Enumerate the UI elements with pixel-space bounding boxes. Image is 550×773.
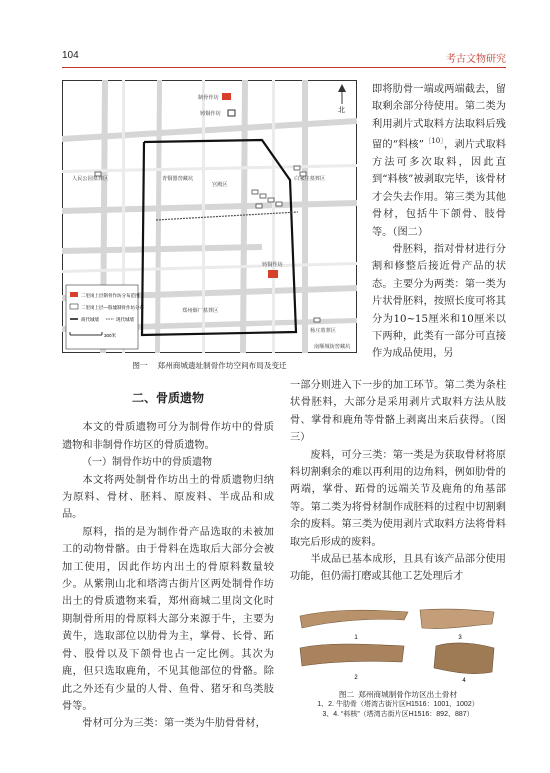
paragraph: 骨胚料，指对骨材进行分割和修整后接近骨产品的状态。主要分为两类：第一类为片状骨胚料，按照长度可将其分为10~15厘米和10厘米以下两种，此类有一部分可直接作为成品使用，另 bbox=[372, 244, 506, 360]
figure1-title: 郑州商城遗址制骨作坊空间布局及变迁 bbox=[157, 361, 287, 370]
svg-text:商代城墙: 商代城墙 bbox=[81, 317, 99, 322]
bone-workshop-marker bbox=[222, 93, 231, 100]
bone-number: 3 bbox=[458, 635, 462, 641]
figure1-caption bbox=[62, 360, 357, 371]
right-column-upper bbox=[372, 81, 506, 363]
bone-core-3 bbox=[420, 609, 494, 628]
bone-number: 4 bbox=[462, 678, 466, 684]
section-heading: 二、骨质遗物 bbox=[131, 391, 204, 405]
map-label: 南顺城街窖藏坑 bbox=[314, 344, 351, 350]
map-label: 铸铜作坊 bbox=[262, 262, 283, 268]
right-column-lower bbox=[290, 377, 506, 586]
header-rule bbox=[62, 67, 506, 68]
figure2-caption bbox=[290, 690, 506, 720]
bone-rib-1 bbox=[300, 610, 408, 628]
bone-number: 2 bbox=[354, 675, 358, 681]
figure2-title: 郑州商城制骨作坊区出土骨材 bbox=[358, 690, 458, 699]
svg-text:二里岗上层制骨作坊分布范围: 二里岗上层制骨作坊分布范围 bbox=[81, 293, 140, 298]
bone-number: 1 bbox=[354, 635, 358, 641]
site-map bbox=[62, 80, 357, 353]
north-label: 北 bbox=[338, 107, 345, 114]
footnote-ref[interactable]: 〔10〕 bbox=[423, 137, 445, 146]
map-legend bbox=[66, 285, 144, 349]
map-label: 铸铜作坊 bbox=[200, 111, 221, 117]
map-label: 宫殿区 bbox=[212, 182, 228, 188]
left-column bbox=[62, 386, 274, 733]
bone-workshop-marker-south bbox=[268, 270, 278, 278]
map-label: 制骨作坊 bbox=[198, 95, 219, 101]
map-label: 人民公园墓葬区 bbox=[72, 176, 109, 182]
svg-text:二里岗上层—殷墟制骨作坊分布: 二里岗上层—殷墟制骨作坊分布 bbox=[81, 305, 144, 310]
figure1-label: 图一 bbox=[132, 361, 148, 370]
svg-text:300米: 300米 bbox=[104, 333, 117, 338]
map-label: 郑州烟厂墓葬区 bbox=[182, 308, 219, 314]
figure2-line2: 3、4. “料核”（塔湾古街片区H1516：892、887） bbox=[322, 711, 474, 718]
bone-core-4 bbox=[434, 643, 494, 674]
journal-title: 考古文物研究 bbox=[446, 54, 506, 65]
map-label: 杨庄墓葬区 bbox=[310, 328, 336, 334]
paragraph: 原料，指的是为制作骨产品选取的未被加工的动物骨骼。由于骨料在选取后大部分会被加工使用，因此作坊内出土的骨原料数量较少。从紫荆山北和塔湾古街片区两处制骨作坊出土的骨质遗物来看，郑州商城二里岗文化时期制骨所用的骨原料大部分来源于牛，主要为黄牛，选取部位以肋骨为主，掌骨、长骨、跖骨、股骨以及下颌骨也占一定比例。其次为鹿，但只选取鹿角，不见其他部位的骨骼。除此之外还有少量的人骨、鱼骨、猪牙和鸟类肢骨等。 bbox=[62, 526, 274, 712]
paragraph: 半成品已基本成形，且具有该产品部分使用功能，但仍需打磨或其他工艺处理后才 bbox=[290, 554, 506, 583]
svg-text:现代城墙: 现代城墙 bbox=[116, 317, 134, 322]
paragraph: 一部分则进入下一步的加工环节。第二类为条柱状骨胚料，大部分是采用剥片式取料方法从肢骨、掌骨和鹿角等骨骼上剥离出来后获得。（图三） bbox=[290, 380, 506, 444]
bone-rib-2 bbox=[300, 644, 404, 666]
paragraph: 废料，可分三类：第一类是为获取骨材将原料切割剩余的难以再利用的边角料，例如肋骨的两端，掌骨、跖骨的远端关节及鹿角的角基部等。第二类为将骨材制作成胚料的过程中切割剩余的废料。第三类为使用剥片式取料方法将骨料取完后形成的废料。 bbox=[290, 449, 506, 548]
map-label: 青铜器窖藏坑 bbox=[162, 176, 194, 182]
paragraph: 本文的骨质遗物可分为制骨作坊中的骨质遗物和非制骨作坊区的骨质遗物。 bbox=[62, 422, 274, 451]
subsection-heading: （一）制骨作坊中的骨质遗物 bbox=[82, 457, 212, 469]
figure2-photo bbox=[296, 606, 500, 686]
paragraph: 本文将两处制骨作坊出土的骨质遗物归纳为原料、骨材、胚料、原废料、半成品和成品。 bbox=[62, 474, 274, 521]
paragraph: 即将肋骨一端或两端截去，留取剩余部分待使用。第二类为利用剥片式取料方法取料后残留的“料核”$^{〔10〕}$，剥片式取料方法可多次取料，因此直到“料核”被剥取完毕，该骨材才会失去作用。第三类为其他骨材，包括牛下颌骨、肢骨等。（图二） bbox=[372, 84, 506, 238]
page-number: 104 bbox=[62, 50, 79, 61]
figure2-label: 图二 bbox=[338, 690, 355, 699]
map-label: 白家庄墓葬区 bbox=[294, 176, 326, 182]
page-header bbox=[62, 50, 506, 68]
paragraph: 骨材可分为三类：第一类为牛肋骨骨材， bbox=[82, 718, 266, 730]
figure2-line1: 1、2. 牛肋骨（塔湾古街片区H1516：1001、1002） bbox=[317, 701, 479, 708]
